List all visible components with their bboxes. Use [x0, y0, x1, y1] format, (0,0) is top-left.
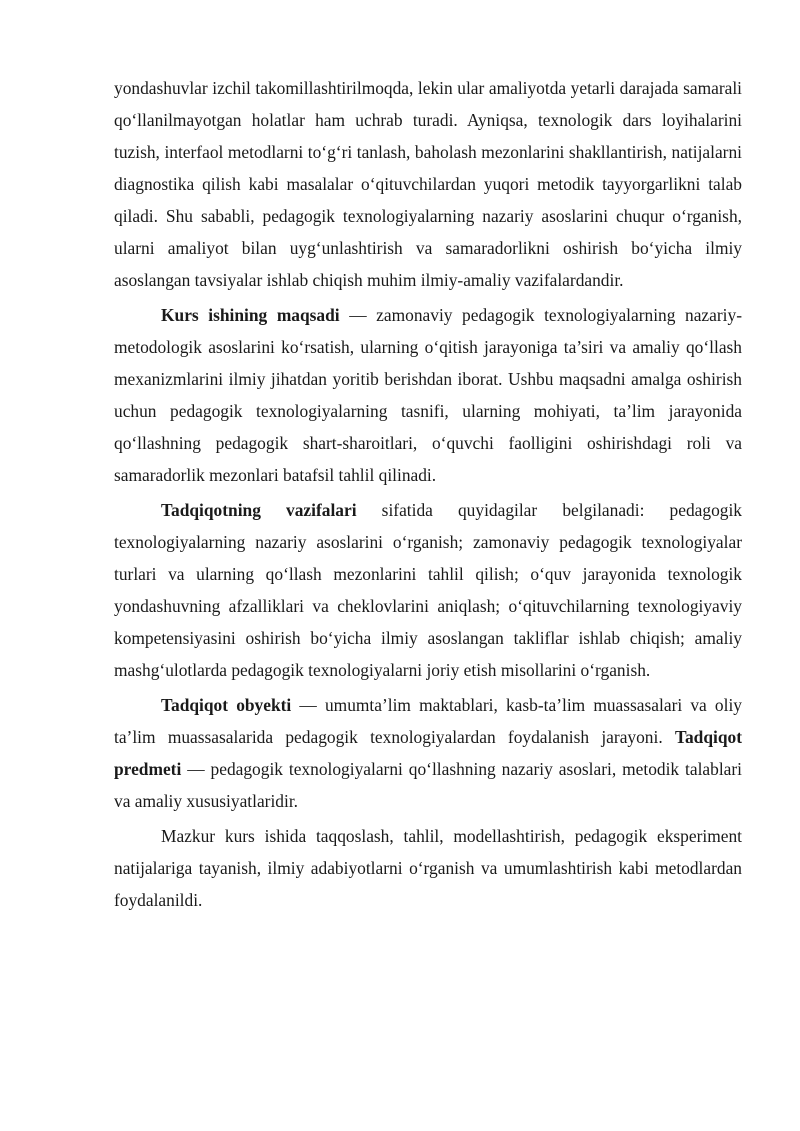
paragraph-intro-continuation	[114, 72, 742, 296]
document-page	[114, 72, 742, 919]
paragraph-course-goal	[114, 299, 742, 491]
paragraph-research-tasks	[114, 494, 742, 686]
paragraph-text: sifatida quyidagilar belgilanadi: pedagogik texnologiyalarning nazariy asoslarini o‘rganish; zamonaviy pedagogik texnologiyalar turlari va ularning qo‘llash mezonlarini tahlil qilish; o‘quv jarayonida texnologik yondashuvning afzalliklari va cheklovlarini aniqlash; o‘qituvchilarning texnologiyaviy kompetensiyasini oshirish bo‘yicha ilmiy asoslangan takliflar ishlab chiqish; amaliy mashg‘ulotlarda pedagogik texnologiyalarni joriy etish misollarini o‘rganish.	[114, 500, 742, 680]
research-tasks-heading: Tadqiqotning vazifalari	[161, 500, 357, 520]
paragraph-text: — pedagogik texnologiyalarni qo‘llashning nazariy asoslari, metodik talablari va amaliy xususiyatlaridir.	[114, 759, 742, 811]
paragraph-research-object	[114, 689, 742, 817]
paragraph-text: yondashuvlar izchil takomillashtirilmoqda, lekin ular amaliyotda yetarli darajada samarali qo‘llanilmayotgan holatlar ham uchrab turadi. Ayniqsa, texnologik dars loyihalarini tuzish, interfaol metodlarni to‘g‘ri tanlash, baholash mezonlarini shakllantirish, natijalarni diagnostika qilish kabi masalalar o‘qituvchilardan yuqori metodik tayyorgarlikni talab qiladi. Shu sababli, pedagogik texnologiyalarning nazariy asoslarini chuqur o‘rganish, ularni amaliyot bilan uyg‘unlashtirish va samaradorlikni oshirish bo‘yicha ilmiy asoslangan tavsiyalar ishlab chiqish muhim ilmiy-amaliy vazifalardandir.	[114, 78, 742, 290]
research-subject-heading: Tadqiqot predmeti	[114, 727, 742, 779]
paragraph-text: Mazkur kurs ishida taqqoslash, tahlil, modellashtirish, pedagogik eksperiment natijalariga tayanish, ilmiy adabiyotlarni o‘rganish va umumlashtirish kabi metodlardan foydalanildi.	[114, 826, 742, 910]
paragraph-methods	[114, 820, 742, 916]
paragraph-text: — zamonaviy pedagogik texnologiyalarning nazariy-metodologik asoslarini ko‘rsatish, ularning o‘qitish jarayoniga ta’siri va amaliy qo‘llash mexanizmlarini ilmiy jihatdan yoritib berishdan iborat. Ushbu maqsadni amalga oshirish uchun pedagogik texnologiyalarning tasnifi, ularning mohiyati, ta’lim jarayonida qo‘llashning pedagogik shart-sharoitlari, o‘quvchi faolligini oshirishdagi roli va samaradorlik mezonlari batafsil tahlil qilinadi.	[114, 305, 742, 485]
course-goal-heading: Kurs ishining maqsadi	[161, 305, 340, 325]
research-object-heading: Tadqiqot obyekti	[161, 695, 292, 715]
paragraph-text: — umumta’lim maktablari, kasb-ta’lim muassasalari va oliy ta’lim muassasalarida pedagogik texnologiyalardan foydalanish jarayoni.	[114, 695, 742, 747]
